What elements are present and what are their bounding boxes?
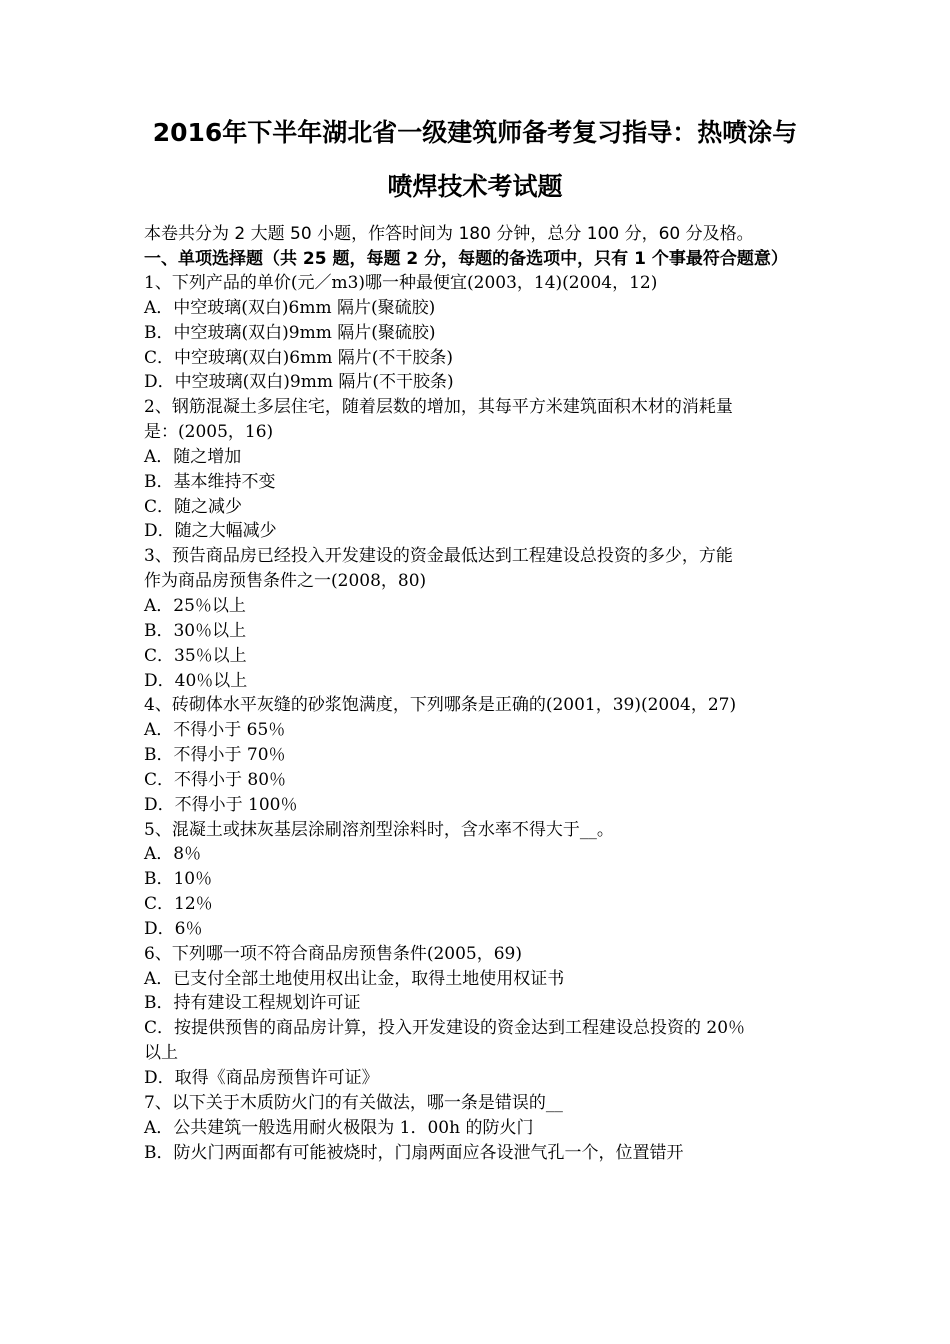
question-line: 7、以下关于木质防火门的有关做法，哪一条是错误的__ xyxy=(144,1092,563,1113)
question-line: C．35％以上 xyxy=(144,645,247,666)
question-line: C．不得小于 80％ xyxy=(144,769,287,790)
question-line: 以上 xyxy=(144,1043,178,1064)
section-heading: 一、单项选择题（共 25 题，每题 2 分，每题的备选项中，只有 1 个事最符合题意） xyxy=(144,249,788,269)
question-line: B．防火门两面都有可能被烧时，门扇两面应各设泄气孔一个，位置错开 xyxy=(144,1142,684,1163)
question-line: 5、混凝土或抹灰基层涂刷溶剂型涂料时，含水率不得大于__。 xyxy=(144,819,614,840)
question-line: 6、下列哪一项不符合商品房预售条件(2005，69) xyxy=(144,943,522,964)
question-line: D．不得小于 100％ xyxy=(144,794,298,815)
question-line: C．随之减少 xyxy=(144,496,243,517)
question-line: B．不得小于 70％ xyxy=(144,745,286,766)
question-line: A．不得小于 65％ xyxy=(144,720,286,741)
question-line: D．随之大幅减少 xyxy=(144,521,277,542)
question-line: D．6％ xyxy=(144,918,203,939)
question-line: D．40％以上 xyxy=(144,670,248,691)
question-line: B．中空玻璃(双白)9mm 隔片(聚硫胶) xyxy=(144,322,436,343)
question-list xyxy=(144,271,810,1165)
question-line: D．中空玻璃(双白)9mm 隔片(不干胶条) xyxy=(144,372,454,393)
question-line: A．中空玻璃(双白)6mm 隔片(聚硫胶) xyxy=(144,297,436,318)
question-line: 是：(2005，16) xyxy=(144,422,274,443)
document-body xyxy=(144,222,810,1165)
question-line: A．25％以上 xyxy=(144,595,246,616)
question-line: B．30％以上 xyxy=(144,620,247,641)
document-title-line2: 喷焊技术考试题 xyxy=(387,172,563,201)
question-line: C．中空玻璃(双白)6mm 隔片(不干胶条) xyxy=(144,347,453,368)
question-line: 4、砖砌体水平灰缝的砂浆饱满度，下列哪条是正确的(2001，39)(2004，27) xyxy=(144,695,737,716)
question-line: 2、钢筋混凝土多层住宅，随着层数的增加，其每平方米建筑面积木材的消耗量 xyxy=(144,397,733,418)
question-line: C．12％ xyxy=(144,894,213,915)
question-line: A．8％ xyxy=(144,844,202,865)
document-title-line1: 2016年下半年湖北省一级建筑师备考复习指导：热喷涂与 xyxy=(152,118,798,147)
question-line: C．按提供预售的商品房计算，投入开发建设的资金达到工程建设总投资的 20％ xyxy=(144,1018,746,1039)
question-line: 3、预告商品房已经投入开发建设的资金最低达到工程建设总投资的多少，方能 xyxy=(144,546,733,567)
question-line: D．取得《商品房预售许可证》 xyxy=(144,1068,379,1088)
question-line: 1、下列产品的单价(元／m3)哪一种最便宜(2003，14)(2004，12) xyxy=(144,273,658,293)
question-line: A．已支付全部土地使用权出让金，取得土地使用权证书 xyxy=(144,968,565,989)
question-line: B．基本维持不变 xyxy=(144,471,276,492)
question-line: 作为商品房预售条件之一(2008，80) xyxy=(144,571,427,592)
exam-intro: 本卷共分为 2 大题 50 小题，作答时间为 180 分钟，总分 100 分，60 分及格。 xyxy=(144,224,754,244)
question-line: A．公共建筑一般选用耐火极限为 1．00h 的防火门 xyxy=(144,1117,534,1138)
question-line: B．10％ xyxy=(144,869,213,890)
question-line: A．随之增加 xyxy=(144,446,242,467)
question-line: B．持有建设工程规划许可证 xyxy=(144,993,361,1014)
